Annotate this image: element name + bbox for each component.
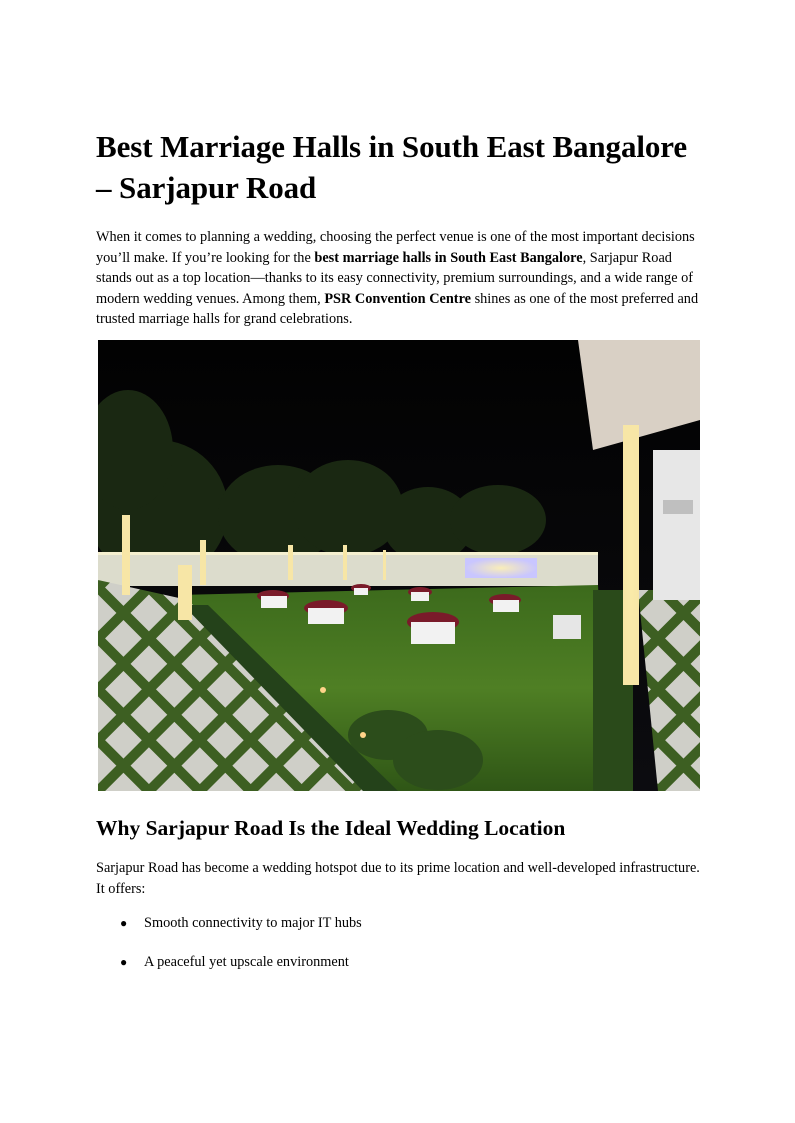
- bullet-dot-icon: ●: [120, 916, 128, 930]
- page-title: Best Marriage Halls in South East Bangalore – Sarjapur Road: [96, 129, 688, 205]
- benefits-list: [96, 913, 702, 991]
- list-item-text: Smooth connectivity to major IT hubs: [144, 915, 362, 931]
- intro-bold-keyword: best marriage halls in South East Bangalore: [314, 249, 583, 266]
- list-item: [96, 913, 702, 933]
- document-page: [96, 126, 702, 970]
- venue-lawn-photo: [98, 340, 700, 791]
- section-paragraph: Sarjapur Road has become a wedding hotspot due to its prime location and well-developed infrastructure. It offers:: [96, 860, 700, 897]
- intro-text-2: , Sarjapur Road stands out as a top location—thanks to its easy connectivity, premium surroundings, and a wide range of modern wedding venues. Among them,: [96, 249, 694, 307]
- bullet-dot-icon: ●: [120, 955, 128, 969]
- list-item: [96, 952, 702, 972]
- intro-bold-venue: PSR Convention Centre: [324, 290, 472, 307]
- intro-text-1: When it comes to planning a wedding, choosing the perfect venue is one of the most important decisions you’ll make. If you’re looking for the: [96, 229, 695, 266]
- section-heading: Why Sarjapur Road Is the Ideal Wedding Location: [96, 816, 566, 840]
- list-item-text: A peaceful yet upscale environment: [144, 954, 349, 970]
- intro-text-3: shines as one of the most preferred and trusted marriage halls for grand celebrations.: [96, 290, 699, 328]
- intro-paragraph: [96, 227, 702, 330]
